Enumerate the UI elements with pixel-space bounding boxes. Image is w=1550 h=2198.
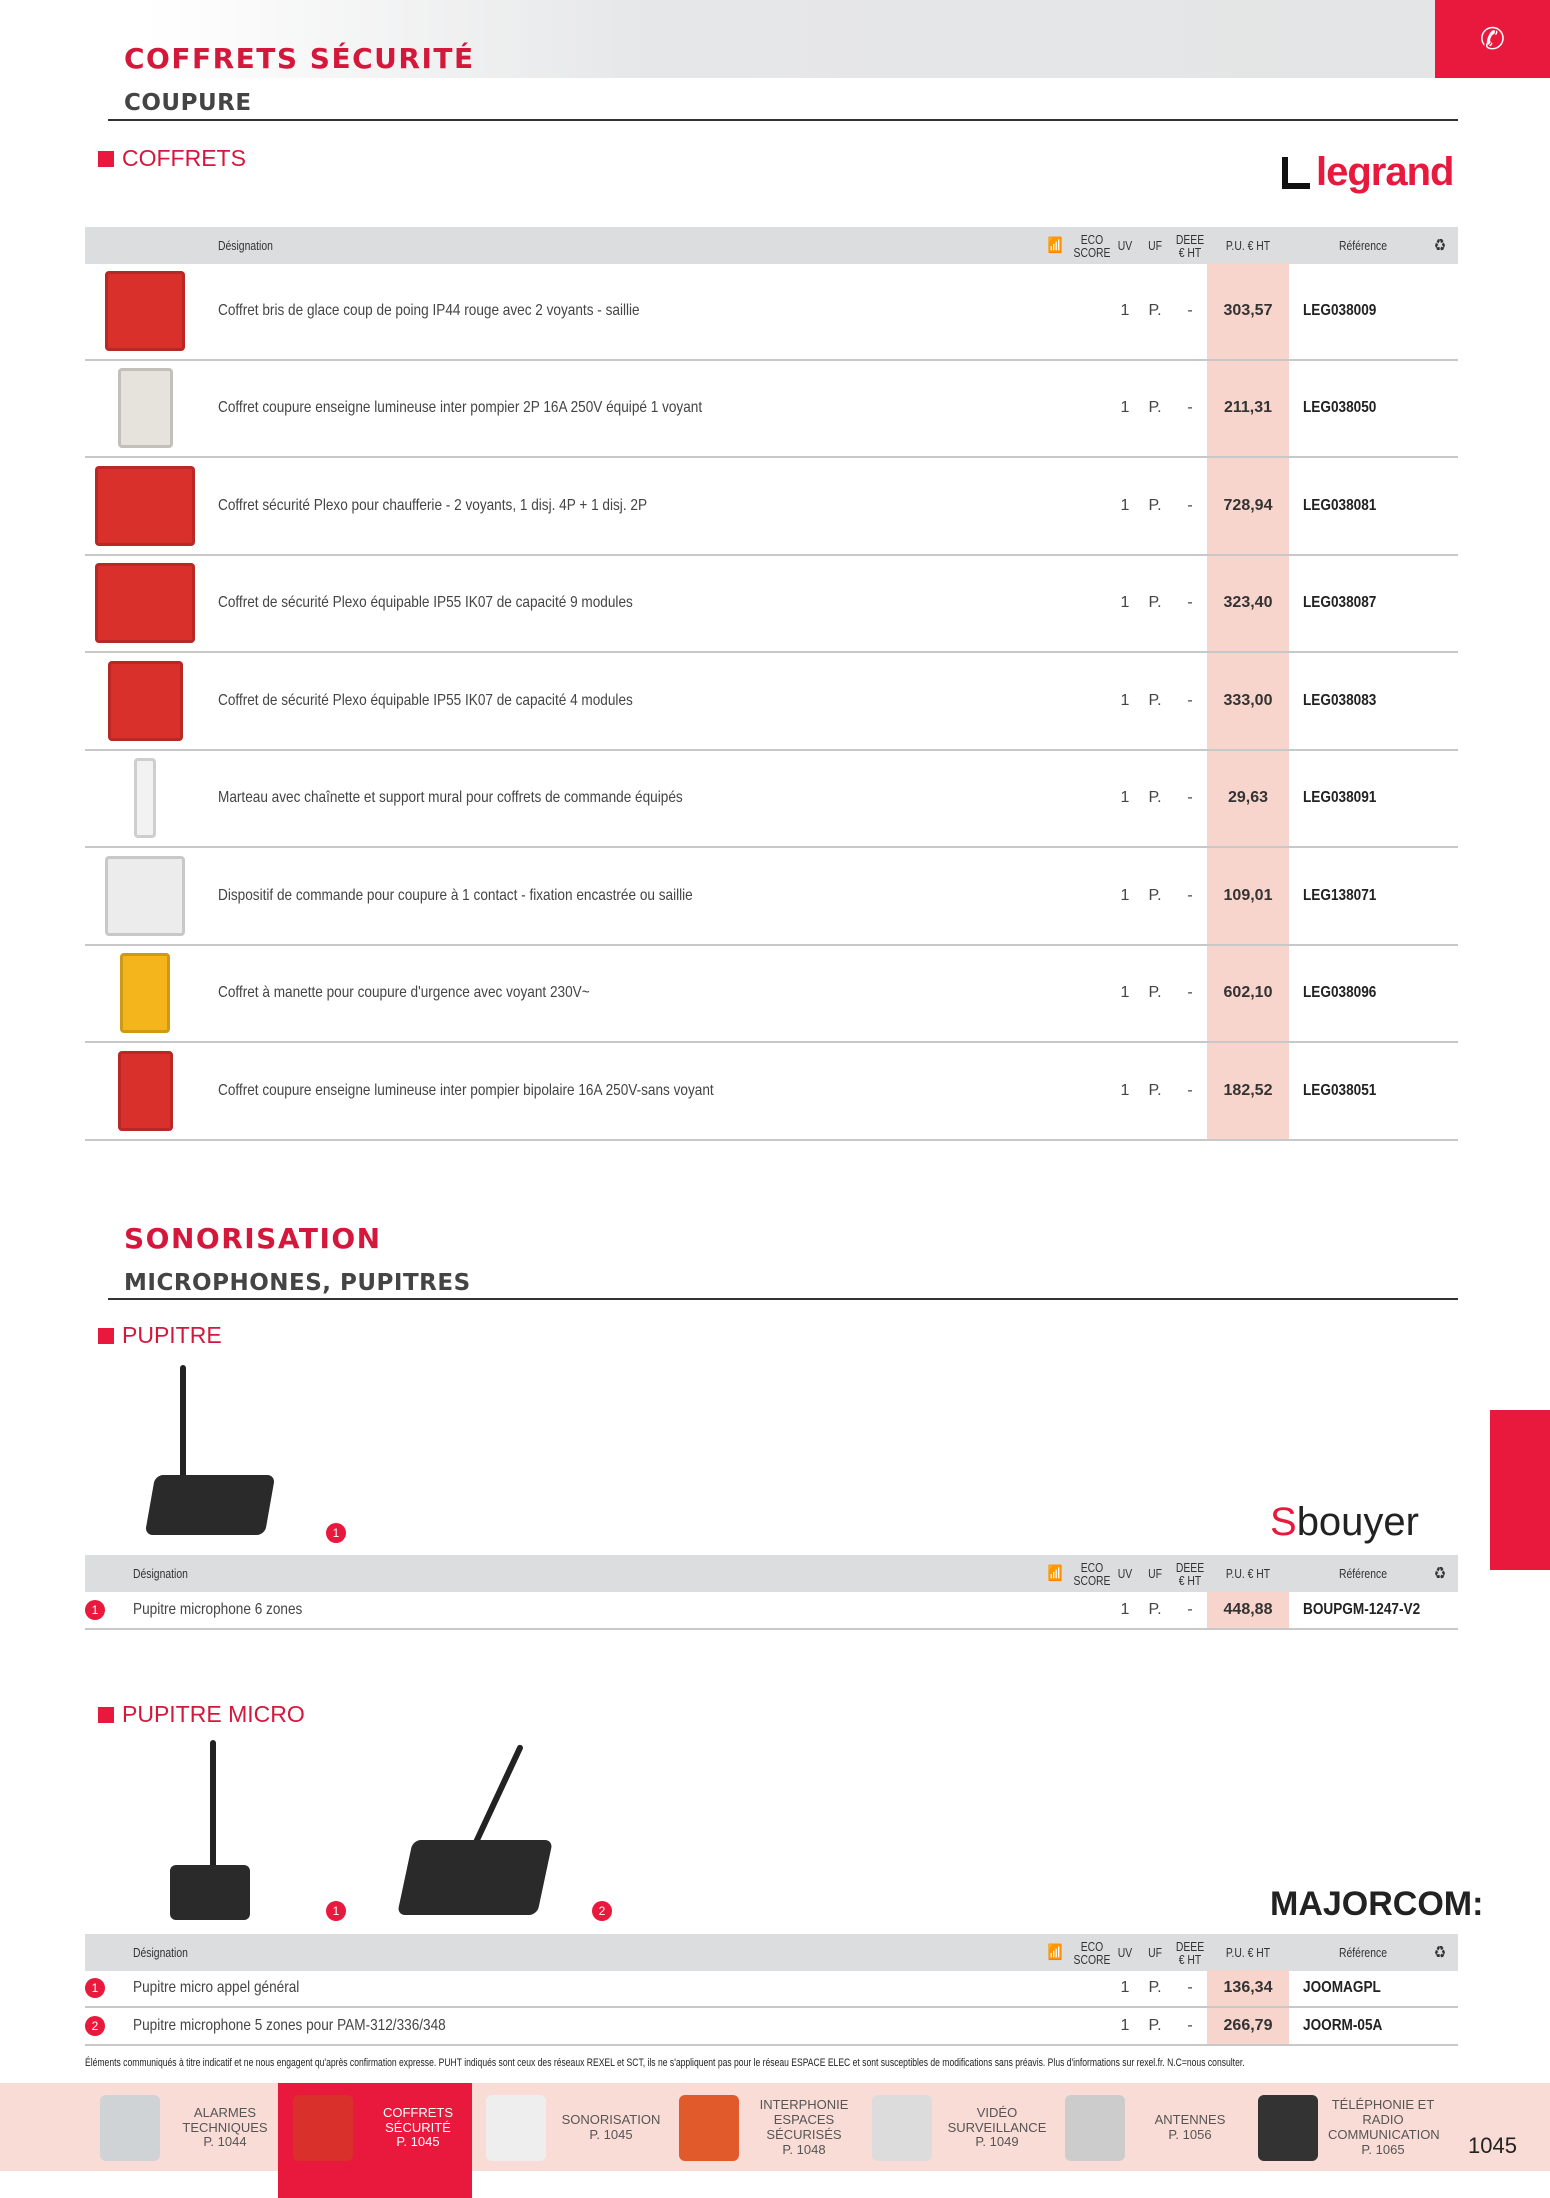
product-image [95, 848, 195, 944]
product-designation: Pupitre microphone 6 zones [133, 1601, 303, 1618]
deee-value: - [1187, 1601, 1193, 1618]
uv-value: 1 [1120, 1979, 1130, 1996]
category-thumbnail [872, 2095, 932, 2161]
uf-value: P. [1148, 399, 1162, 417]
bouyer-logo: Sbouyer [1270, 1500, 1419, 1544]
uv-value: 1 [1120, 1601, 1130, 1618]
price: 602,10 [1207, 946, 1289, 1042]
disclaimer: Éléments communiqués à titre indicatif et ne nous engagent qu'après confirmation expresse. PUHT indiqués sont ceux des réseaux REXEL et SCT, ils ne s'appliquent pas pour le réseau ESPACE ELEC et sont susceptibles de modifications sans préavis. Plus d'informations sur rexel.fr. N.C=nous consulter. [85, 2057, 1245, 2069]
product-badge: 1 [85, 1978, 105, 1998]
page-number: 1045 [1468, 2133, 1517, 2158]
product-designation: Coffret coupure enseigne lumineuse inter pompier 2P 16A 250V équipé 1 voyant [218, 399, 703, 417]
recycle-icon: ♻ [1433, 236, 1447, 255]
uf-value: P. [1148, 1081, 1162, 1099]
price: 303,57 [1207, 263, 1289, 359]
recycle-icon: ♻ [1433, 1943, 1447, 1962]
uv-value: 1 [1120, 691, 1130, 709]
product-badge: 1 [326, 1523, 346, 1543]
table-row[interactable] [85, 1592, 1458, 1630]
uf-value: P. [1148, 1979, 1162, 1996]
footer-item-page: P. 1065 [1361, 2141, 1405, 2157]
col-pu: P.U. € HT [1225, 1945, 1271, 1960]
col-designation: Désignation [133, 1566, 188, 1581]
uv-value: 1 [1120, 984, 1130, 1002]
product-designation: Coffret à manette pour coupure d'urgence avec voyant 230V~ [218, 984, 590, 1002]
col-deee: DEEE € HT [1175, 231, 1205, 260]
footer-nav-item[interactable] [293, 2093, 473, 2163]
footer-nav-item[interactable] [679, 2093, 859, 2163]
table-row[interactable] [85, 263, 1458, 361]
footer-item-page: P. 1044 [203, 2134, 247, 2150]
footer-item-page: P. 1056 [1168, 2127, 1212, 2142]
category-thumbnail [1258, 2095, 1318, 2161]
product-image [95, 751, 195, 847]
deee-value: - [1187, 2017, 1193, 2034]
divider [108, 119, 1458, 121]
col-eco-score: ECO SCORE [1073, 1938, 1111, 1967]
col-uf: UF [1148, 1945, 1162, 1960]
table-row[interactable] [85, 751, 1458, 849]
col-eco-score: ECO SCORE [1073, 1559, 1111, 1588]
section-title: COFFRETS SÉCURITÉ [124, 42, 475, 75]
deee-value: - [1187, 886, 1193, 904]
product-badge: 1 [85, 1600, 105, 1620]
table-row[interactable] [85, 946, 1458, 1044]
col-pu: P.U. € HT [1225, 1566, 1271, 1581]
table-row[interactable] [85, 458, 1458, 556]
category-thumbnail [679, 2095, 739, 2161]
reference: JOORM-05A [1303, 2017, 1383, 2034]
wifi-icon: 📶 [1047, 1944, 1063, 1961]
uf-value: P. [1148, 301, 1162, 319]
reference: LEG038009 [1303, 301, 1377, 319]
reference: JOOMAGPL [1303, 1979, 1381, 1996]
uf-value: P. [1148, 691, 1162, 709]
reference: LEG038087 [1303, 594, 1377, 612]
footer-item-label: ANTENNES [1154, 2112, 1226, 2128]
category-pupitre-micro: PUPITRE MICRO [98, 1701, 305, 1728]
uv-value: 1 [1120, 496, 1130, 514]
col-designation: Désignation [218, 238, 273, 253]
uv-value: 1 [1120, 301, 1130, 319]
footer-item-page: P. 1045 [396, 2134, 440, 2150]
category-pupitre: PUPITRE [98, 1322, 222, 1349]
footer-item-page: P. 1049 [975, 2134, 1019, 2150]
footer-item-page: P. 1048 [782, 2141, 826, 2157]
deee-value: - [1187, 984, 1193, 1002]
price: 266,79 [1207, 2008, 1289, 2044]
table-row[interactable] [85, 1970, 1458, 2008]
product-designation: Coffret de sécurité Plexo équipable IP55 IK07 de capacité 4 modules [218, 691, 633, 709]
product-image [95, 1043, 195, 1139]
col-deee: DEEE € HT [1175, 1938, 1205, 1967]
product-image-micro-1 [165, 1740, 255, 1925]
col-deee: DEEE € HT [1175, 1559, 1205, 1588]
wifi-icon: 📶 [1047, 1565, 1063, 1582]
product-designation: Coffret sécurité Plexo pour chaufferie - 2 voyants, 1 disj. 4P + 1 disj. 2P [218, 496, 648, 514]
product-image [95, 653, 195, 749]
reference: LEG138071 [1303, 886, 1377, 904]
uv-value: 1 [1120, 399, 1130, 417]
reference: LEG038081 [1303, 496, 1377, 514]
product-image-pupitre [150, 1365, 270, 1545]
footer-item-label: VIDÉO SURVEILLANCE [947, 2104, 1047, 2135]
majorcom-logo: MAJORCOM: [1270, 1885, 1484, 1923]
price: 29,63 [1207, 751, 1289, 847]
deee-value: - [1187, 301, 1193, 319]
col-reference: Référence [1339, 1945, 1387, 1960]
product-image [95, 263, 195, 359]
product-image-micro-2 [405, 1740, 545, 1925]
product-badge: 2 [592, 1901, 612, 1921]
deee-value: - [1187, 691, 1193, 709]
col-uf: UF [1148, 1566, 1162, 1581]
price: 211,31 [1207, 361, 1289, 457]
deee-value: - [1187, 496, 1193, 514]
col-reference: Référence [1339, 238, 1387, 253]
product-designation: Dispositif de commande pour coupure à 1 contact - fixation encastrée ou saillie [218, 886, 693, 904]
category-thumbnail [486, 2095, 546, 2161]
footer-nav-item[interactable] [486, 2093, 666, 2163]
col-reference: Référence [1339, 1566, 1387, 1581]
recycle-icon: ♻ [1433, 1564, 1447, 1583]
price: 182,52 [1207, 1043, 1289, 1139]
col-designation: Désignation [133, 1945, 188, 1960]
legrand-logo: legrand [1282, 150, 1453, 195]
table-row[interactable] [85, 848, 1458, 946]
col-pu: P.U. € HT [1225, 238, 1271, 253]
table-row[interactable] [85, 556, 1458, 654]
product-designation: Pupitre microphone 5 zones pour PAM-312/336/348 [133, 2017, 446, 2034]
category-coffrets: COFFRETS [98, 145, 246, 172]
reference: BOUPGM-1247-V2 [1303, 1601, 1421, 1618]
product-image [95, 458, 195, 554]
reference: LEG038051 [1303, 1081, 1377, 1099]
section-title-sono: SONORISATION [124, 1222, 382, 1255]
product-designation: Coffret bris de glace coup de poing IP44 rouge avec 2 voyants - saillie [218, 301, 640, 319]
category-thumbnail [100, 2095, 160, 2161]
price: 728,94 [1207, 458, 1289, 554]
footer-item-label: SONORISATION [561, 2112, 661, 2128]
product-designation: Coffret de sécurité Plexo équipable IP55 IK07 de capacité 9 modules [218, 594, 633, 612]
price: 323,40 [1207, 556, 1289, 652]
col-eco-score: ECO SCORE [1073, 231, 1111, 260]
reference: LEG038091 [1303, 789, 1377, 807]
table-row[interactable] [85, 1043, 1458, 1141]
product-designation: Coffret coupure enseigne lumineuse inter pompier bipolaire 16A 250V-sans voyant [218, 1081, 714, 1099]
col-uv: UV [1117, 238, 1133, 253]
uv-value: 1 [1120, 2017, 1130, 2034]
uf-value: P. [1148, 886, 1162, 904]
footer-item-label: COFFRETS SÉCURITÉ [382, 2104, 454, 2135]
side-tab [1490, 1410, 1550, 1570]
footer-nav-item[interactable] [1258, 2093, 1438, 2163]
footer-nav-item[interactable] [1065, 2093, 1245, 2163]
table-header [85, 1555, 1458, 1592]
table-row[interactable] [85, 653, 1458, 751]
col-uf: UF [1148, 238, 1162, 253]
reference: LEG038096 [1303, 984, 1377, 1002]
product-image [95, 556, 195, 652]
subsection-title: COUPURE [124, 90, 252, 116]
table-row[interactable] [85, 2008, 1458, 2046]
footer-nav-item[interactable] [100, 2093, 280, 2163]
uf-value: P. [1148, 496, 1162, 514]
footer-item-label: TÉLÉPHONIE ET RADIO COMMUNICATION [1328, 2097, 1440, 2142]
footer-item-page: P. 1045 [589, 2127, 633, 2142]
col-uv: UV [1117, 1566, 1133, 1581]
uv-value: 1 [1120, 789, 1130, 807]
product-designation: Pupitre micro appel général [133, 1979, 300, 1996]
product-image [95, 361, 195, 457]
reference: LEG038083 [1303, 691, 1377, 709]
reference: LEG038050 [1303, 399, 1377, 417]
footer-item-label: ALARMES TECHNIQUES [182, 2104, 268, 2135]
category-thumbnail [1065, 2095, 1125, 2161]
price: 333,00 [1207, 653, 1289, 749]
product-image [95, 946, 195, 1042]
subsection-title-sono: MICROPHONES, PUPITRES [124, 1270, 471, 1296]
fire-alarm-icon: ✆ [1435, 0, 1550, 78]
uf-value: P. [1148, 594, 1162, 612]
product-designation: Marteau avec chaînette et support mural pour coffrets de commande équipés [218, 789, 683, 807]
uf-value: P. [1148, 984, 1162, 1002]
divider [108, 1298, 1458, 1300]
uf-value: P. [1148, 789, 1162, 807]
uv-value: 1 [1120, 886, 1130, 904]
product-badge: 1 [326, 1901, 346, 1921]
uf-value: P. [1148, 2017, 1162, 2034]
price: 448,88 [1207, 1592, 1289, 1628]
price: 109,01 [1207, 848, 1289, 944]
deee-value: - [1187, 1081, 1193, 1099]
deee-value: - [1187, 1979, 1193, 1996]
footer-item-label: INTERPHONIE ESPACES SÉCURISÉS [759, 2097, 849, 2142]
uf-value: P. [1148, 1601, 1162, 1618]
deee-value: - [1187, 399, 1193, 417]
table-header [85, 1934, 1458, 1971]
table-header [85, 227, 1458, 264]
col-uv: UV [1117, 1945, 1133, 1960]
category-thumbnail [293, 2095, 353, 2161]
table-row[interactable] [85, 361, 1458, 459]
uv-value: 1 [1120, 1081, 1130, 1099]
price: 136,34 [1207, 1970, 1289, 2006]
footer-nav-item[interactable] [872, 2093, 1052, 2163]
wifi-icon: 📶 [1047, 237, 1063, 254]
deee-value: - [1187, 594, 1193, 612]
product-badge: 2 [85, 2016, 105, 2036]
uv-value: 1 [1120, 594, 1130, 612]
deee-value: - [1187, 789, 1193, 807]
